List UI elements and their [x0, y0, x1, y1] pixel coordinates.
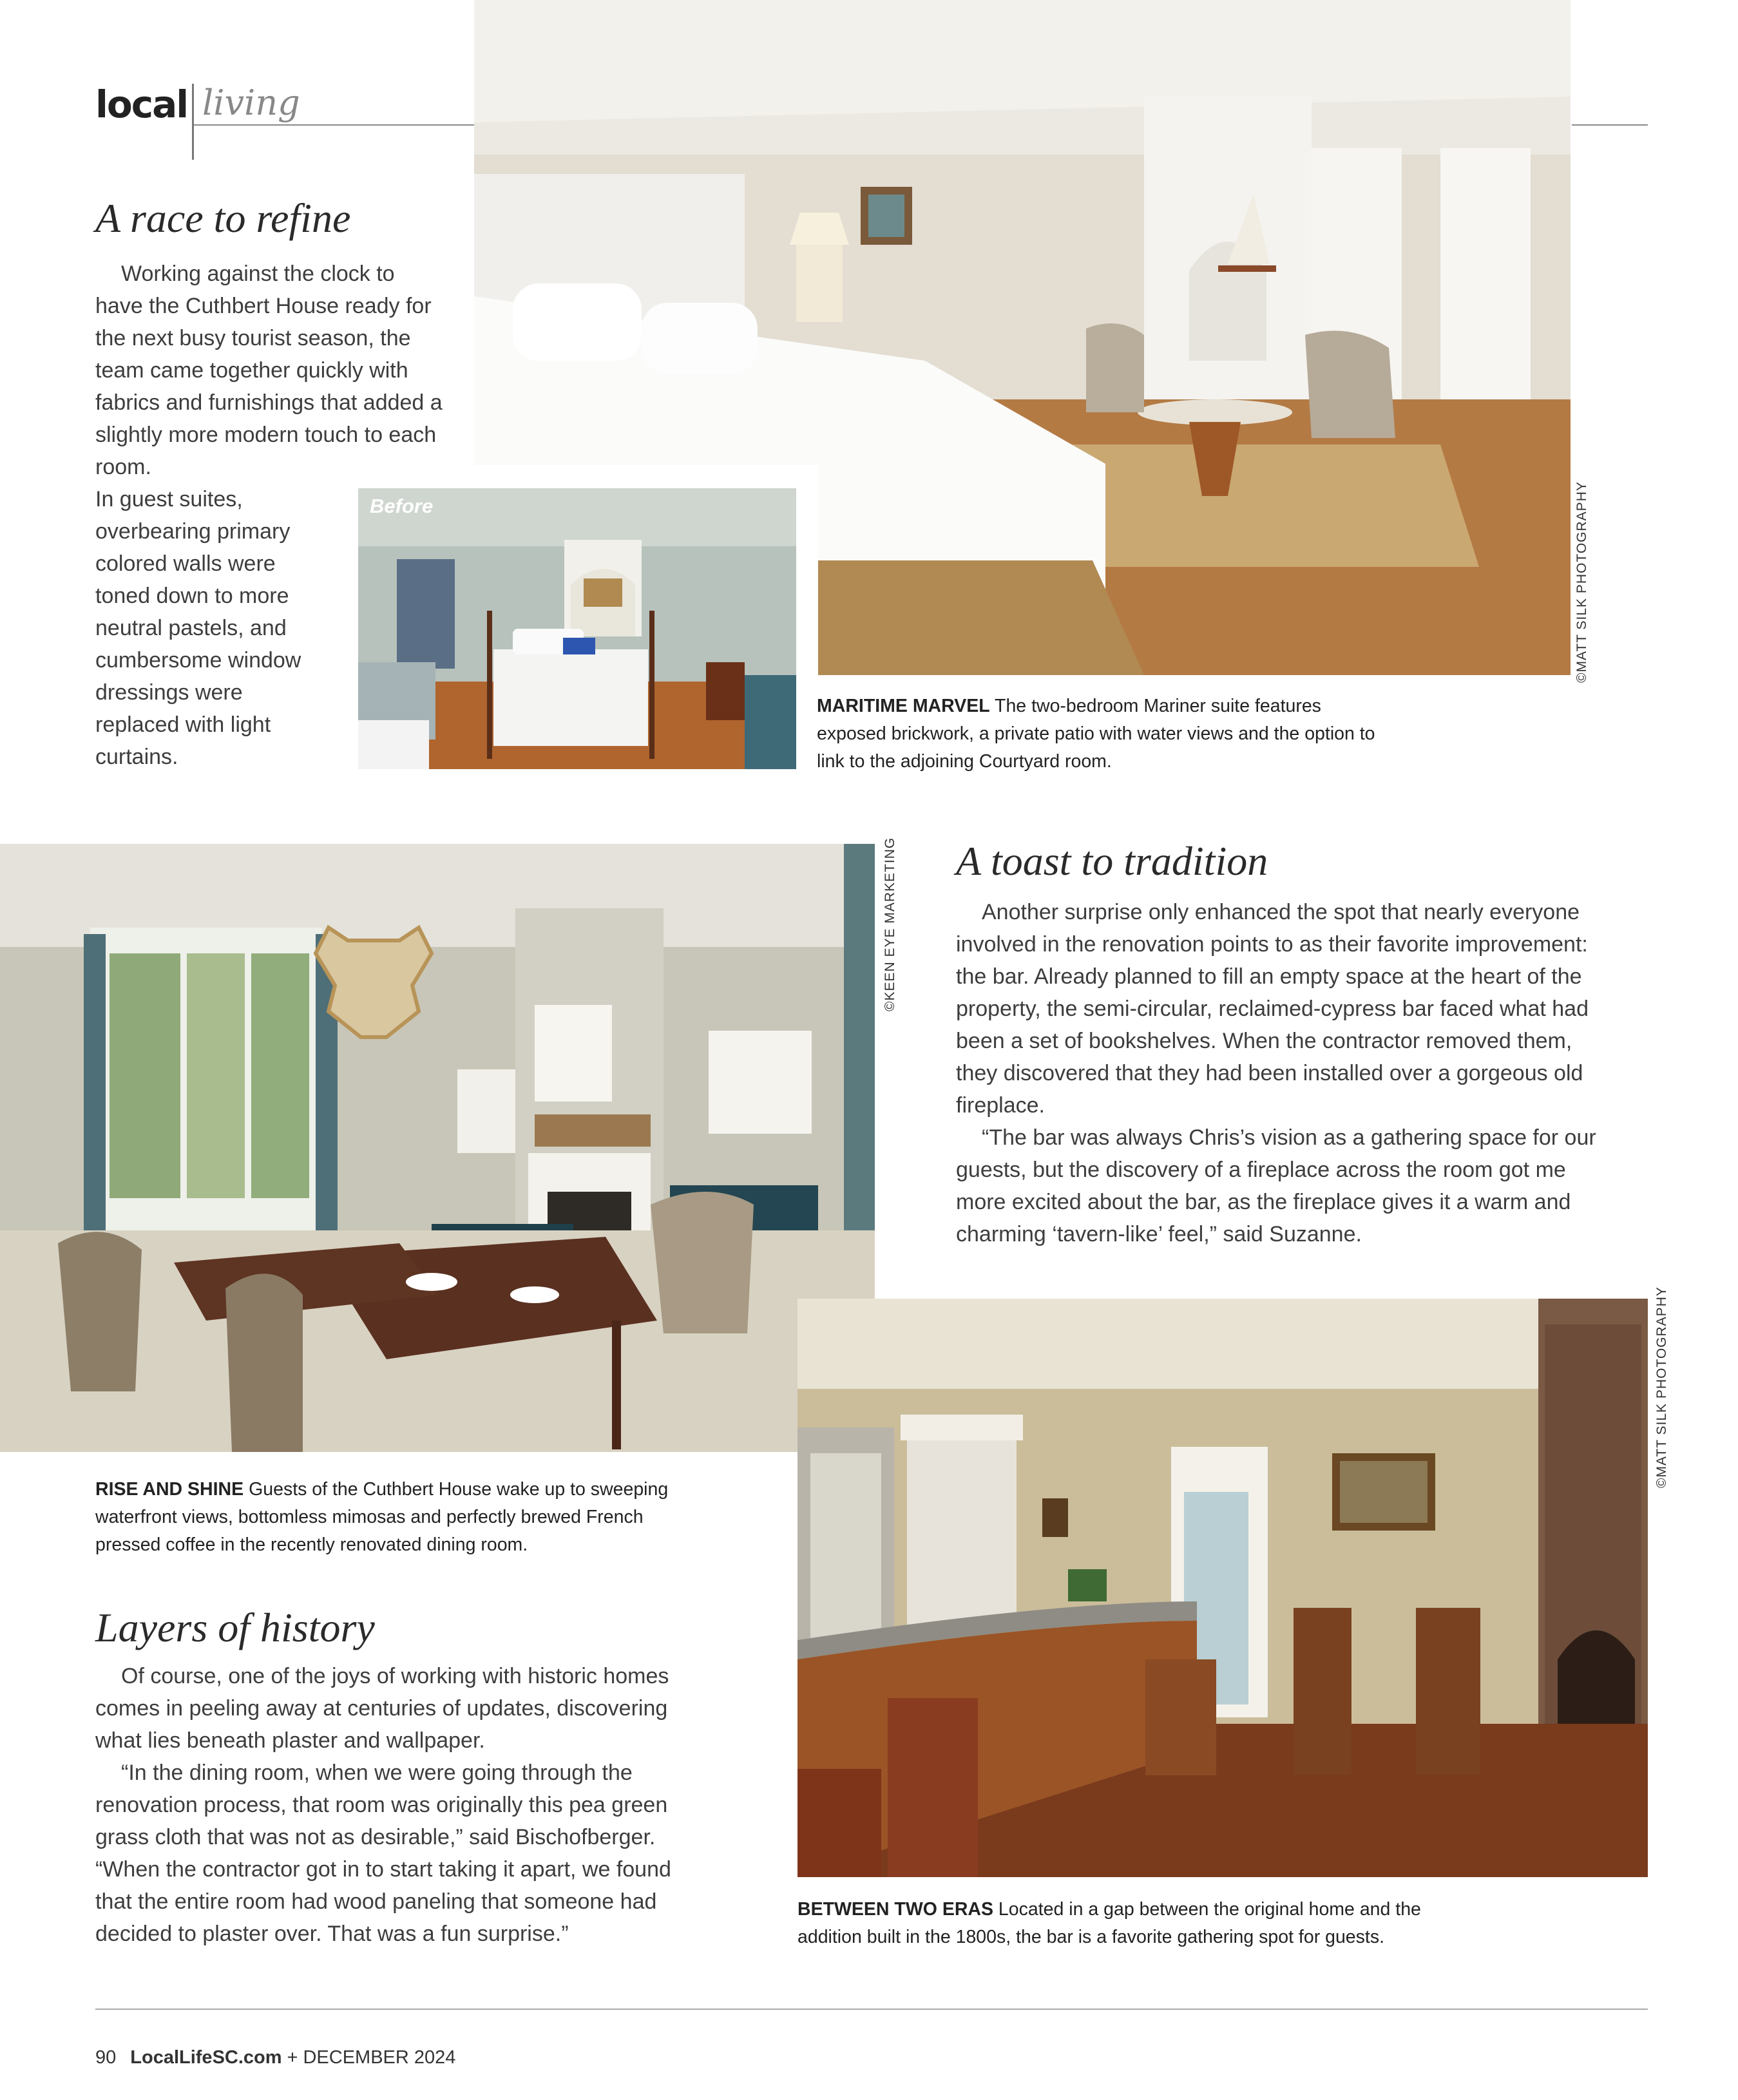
section2-body — [956, 896, 1599, 1250]
caption-lead: RISE AND SHINE — [95, 1479, 244, 1500]
section1-para: Working against the clock to have the Cuthbert House ready for the next busy tourist season, the team came together quickly with fabrics and furnishings that added a slightly more modern touch to each room. — [95, 262, 443, 479]
narrow-line: cumbersome window — [95, 648, 301, 673]
section3-para-1: Of course, one of the joys of working with historic homes comes in peeling away at centuries of updates, discovering what lies beneath plaster and wallpaper. — [95, 1664, 669, 1753]
section1-narrow-lines — [95, 483, 353, 773]
section2-para-1: Another surprise only enhanced the spot that nearly everyone involved in the renovation points to as their favorite improvement: the bar. Already planned to fill an empty space at the heart of the property, the semi-circular, reclaimed-cypress bar faced what had been a set of bookshelves. When the contractor removed them, they discovered that they had been installed over a gorgeous old fireplace. — [956, 900, 1589, 1118]
footer-rule — [95, 2009, 1648, 2010]
before-label: Before — [370, 495, 434, 517]
header-rule — [193, 124, 477, 126]
narrow-line: replaced with light — [95, 712, 271, 737]
narrow-line: dressings were — [95, 680, 243, 705]
narrow-line: colored walls were — [95, 551, 276, 576]
brand-divider — [192, 84, 194, 160]
narrow-line: overbearing primary — [95, 519, 291, 544]
brand-living: living — [202, 82, 300, 123]
page-number: 90 — [95, 2047, 117, 2068]
site-name: LocalLifeSC.com — [130, 2047, 282, 2068]
before-photo — [358, 488, 796, 769]
caption-between-two-eras — [797, 1896, 1442, 1951]
caption-text: Guests of the Cuthbert House wake up to sweeping waterfront views, bottomless mimosas and perfectly brewed French pressed coffee in the recently renovated dining room. — [95, 1479, 669, 1555]
section3-body — [95, 1660, 714, 1950]
issue-date: DECEMBER 2024 — [303, 2047, 456, 2068]
caption-rise-and-shine — [95, 1476, 694, 1559]
caption-text: The two-bedroom Mariner suite features exposed brickwork, a private patio with water views and the option to link to the adjoining Courtyard room. — [817, 696, 1375, 772]
bar-photo — [797, 1299, 1648, 1877]
caption-maritime-marvel — [817, 692, 1384, 776]
section2-para-2: “The bar was always Chris’s vision as a gathering space for our guests, but the discovery of a fireplace across the room got me more excited about the bar, as the fireplace gives it a warm and charming ‘tavern-like’ feel,” said Suzanne. — [956, 1125, 1596, 1246]
section3-para-2: “In the dining room, when we were going through the renovation process, that room was originally this pea green grass cloth that was not as desirable,” said Bischofberger. “When the contractor got in to start taking it apart, we found that the entire room had wood paneling that someone had decided to plaster over. That was a fun surprise.” — [95, 1761, 671, 1946]
header-rule-right — [1572, 124, 1648, 126]
page-footer — [95, 2047, 455, 2068]
dining-room-photo — [0, 844, 875, 1452]
caption-text: Located in a gap between the original home and the addition built in the 1800s, the bar is a favorite gathering spot for guests. — [797, 1899, 1421, 1947]
photo-credit-3: ©MATT SILK PHOTOGRAPHY — [1654, 1286, 1669, 1488]
brand-local: local — [95, 82, 188, 126]
caption-lead: MARITIME MARVEL — [817, 696, 990, 716]
section-title-layers-of-history: Layers of history — [95, 1605, 375, 1650]
narrow-line: curtains. — [95, 745, 178, 769]
section1-paragraph — [95, 258, 446, 483]
narrow-line: In guest suites, — [95, 487, 243, 511]
photo-credit-2: ©KEEN EYE MARKETING — [883, 837, 897, 1011]
footer-plus: + — [287, 2047, 298, 2068]
section-title-race-to-refine: A race to refine — [95, 195, 351, 241]
section-title-toast-to-tradition: A toast to tradition — [956, 838, 1268, 884]
caption-lead: BETWEEN TWO ERAS — [797, 1899, 993, 1920]
photo-credit-1: ©MATT SILK PHOTOGRAPHY — [1574, 481, 1589, 683]
narrow-line: toned down to more — [95, 584, 289, 608]
narrow-line: neutral pastels, and — [95, 616, 287, 640]
